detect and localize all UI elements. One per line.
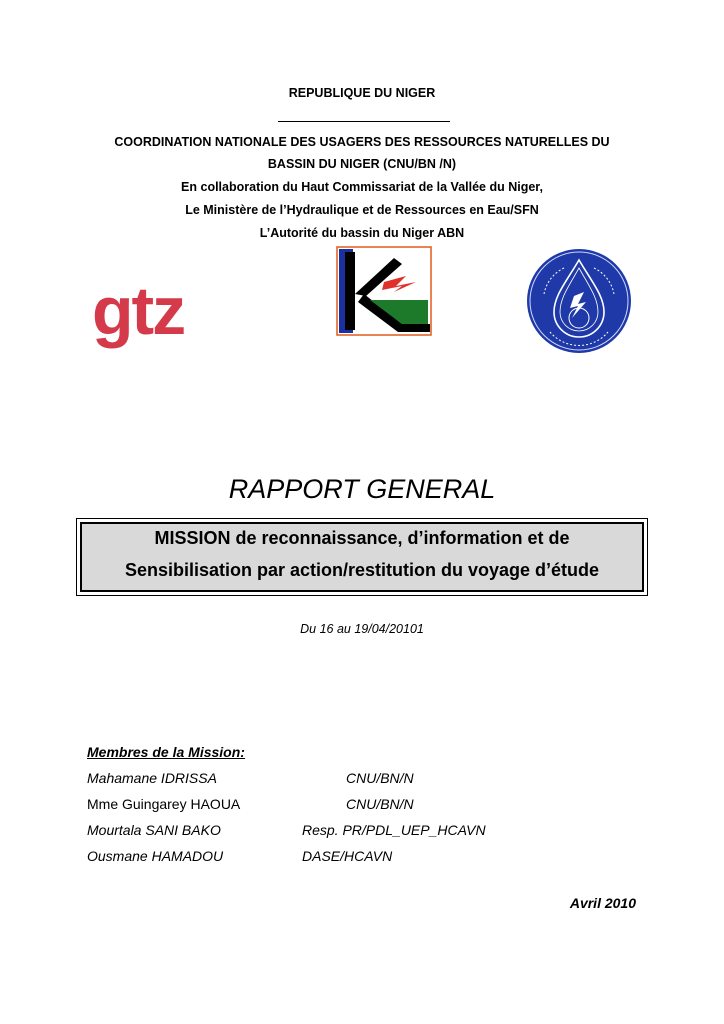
member-name: Ousmane HAMADOU bbox=[87, 848, 224, 864]
header-divider bbox=[278, 121, 450, 122]
country-heading: REPUBLIQUE DU NIGER bbox=[288, 86, 436, 100]
members-title: Membres de la Mission: bbox=[87, 744, 245, 760]
member-org: Resp. PR/PDL_UEP_HCAVN bbox=[302, 822, 486, 838]
subtitle-box bbox=[76, 518, 648, 596]
member-org: CNU/BN/N bbox=[346, 770, 414, 786]
mission-dates: Du 16 au 19/04/20101 bbox=[300, 622, 424, 636]
gtz-logo: gtz bbox=[92, 273, 185, 349]
member-org: CNU/BN/N bbox=[346, 796, 414, 812]
member-org: DASE/HCAVN bbox=[302, 848, 393, 864]
member-name: Mourtala SANI BAKO bbox=[87, 822, 221, 838]
org-heading-line2: BASSIN DU NIGER (CNU/BN /N) bbox=[267, 157, 457, 171]
member-name: Mahamane IDRISSA bbox=[87, 770, 217, 786]
org-heading-line1: COORDINATION NATIONALE DES USAGERS DES RESSOURCES NATURELLES DU bbox=[114, 135, 610, 149]
kandadji-k-logo bbox=[336, 246, 432, 336]
report-date: Avril 2010 bbox=[569, 895, 636, 911]
member-name: Mme Guingarey HAOUA bbox=[87, 796, 241, 812]
collab-line3: L’Autorité du bassin du Niger ABN bbox=[259, 226, 465, 240]
collab-line1: En collaboration du Haut Commissariat de la Vallée du Niger, bbox=[181, 180, 543, 194]
subtitle-line1: MISSION de reconnaissance, d’information et de bbox=[154, 528, 570, 548]
abn-seal-logo bbox=[526, 248, 632, 354]
subtitle-line2: Sensibilisation par action/restitution du voyage d’étude bbox=[124, 560, 600, 580]
report-title: RAPPORT GENERAL bbox=[228, 474, 496, 504]
subtitle-box-inner bbox=[80, 522, 644, 592]
collab-line2: Le Ministère de l’Hydraulique et de Ressources en Eau/SFN bbox=[185, 203, 539, 217]
